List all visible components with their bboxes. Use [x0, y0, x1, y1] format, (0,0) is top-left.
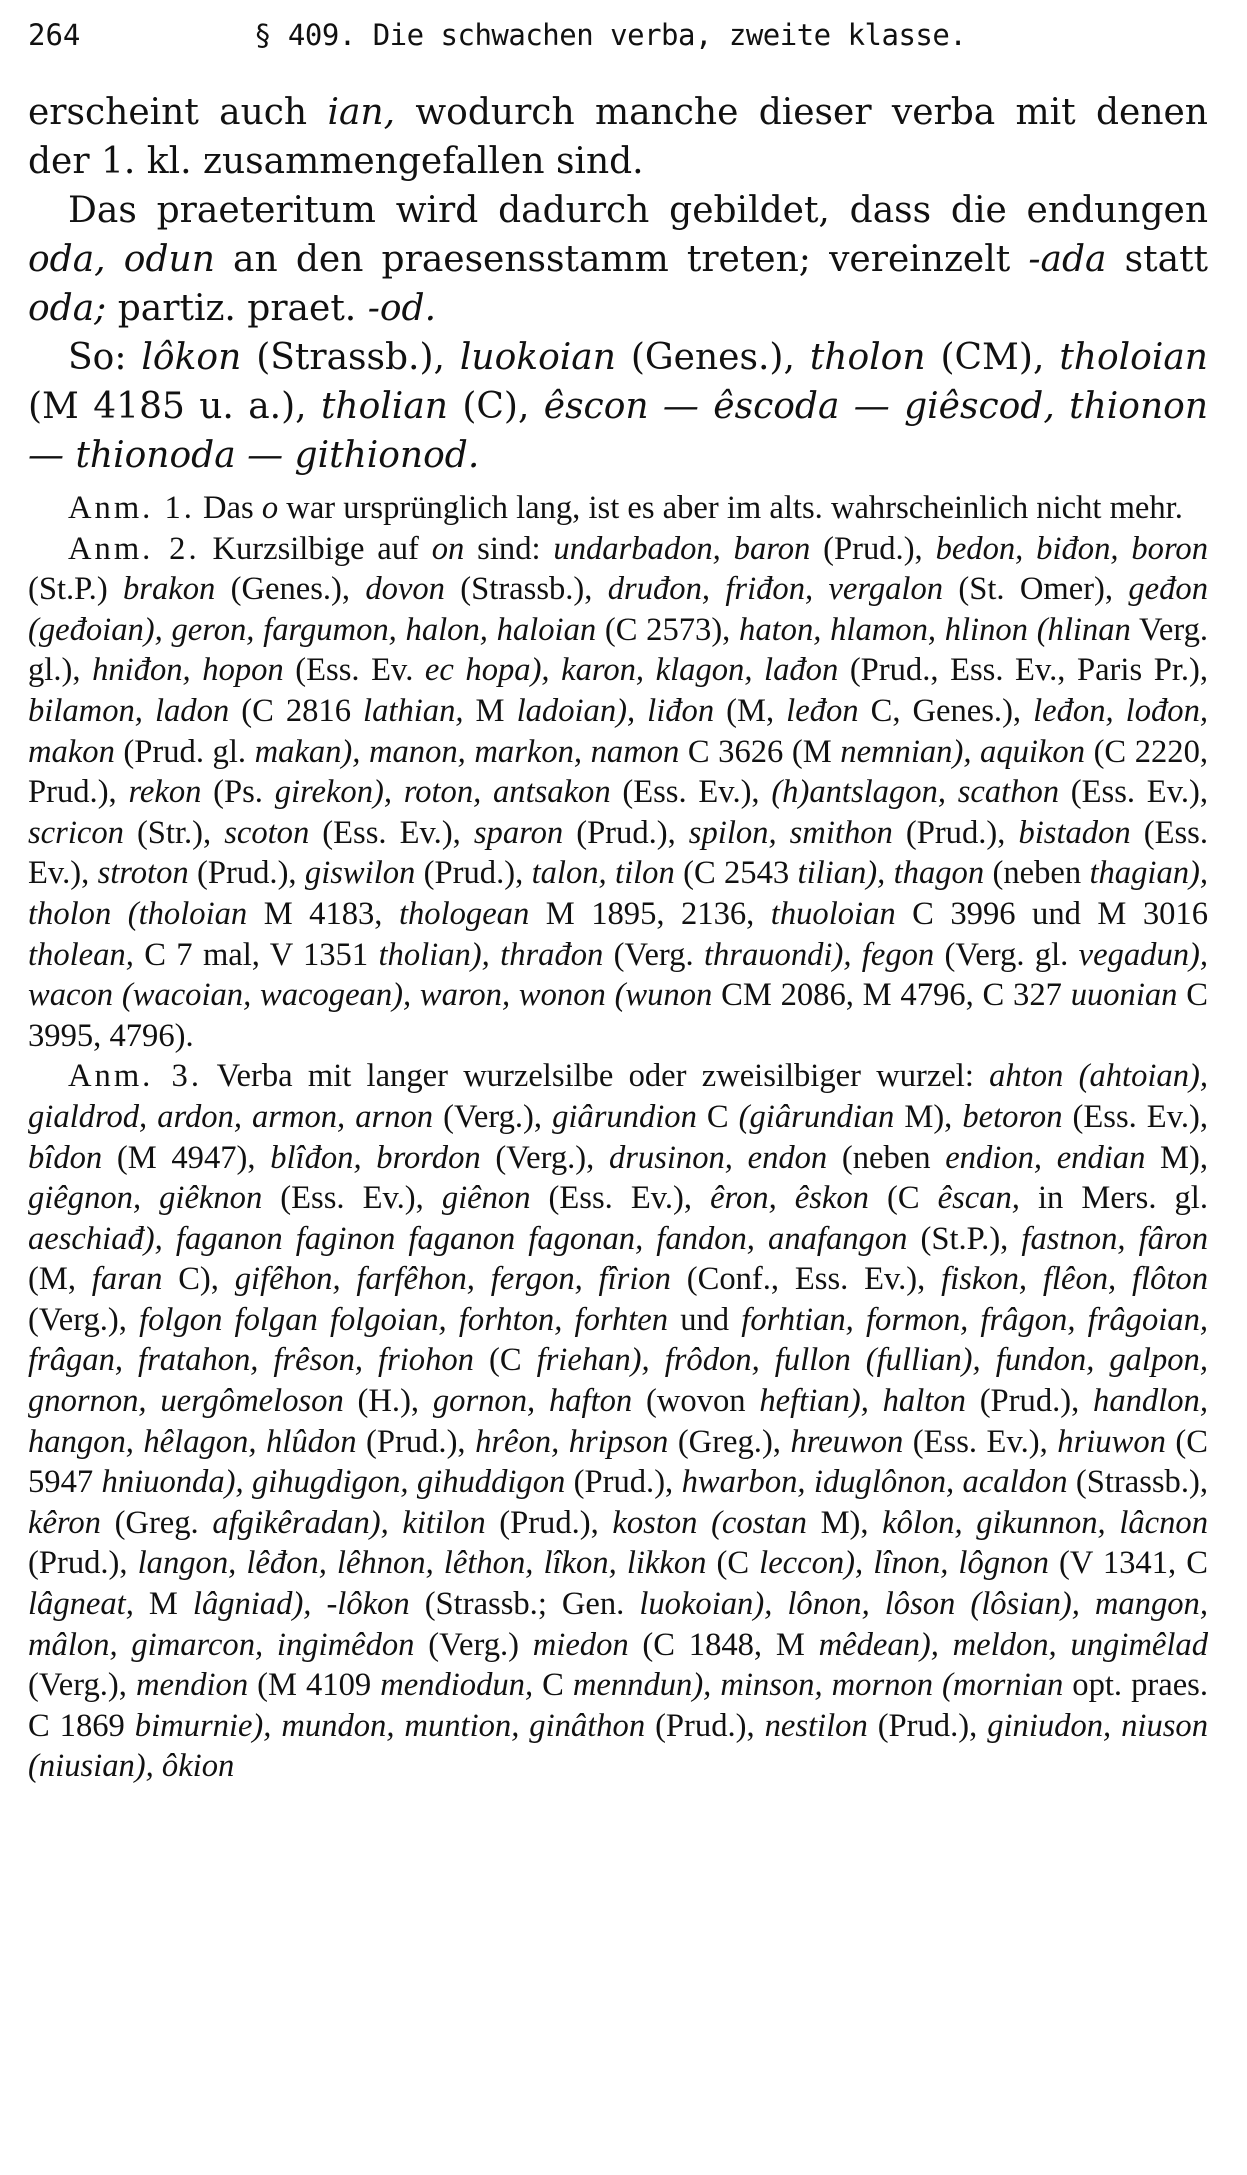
- note-2: Anm. 2. Kurzsilbige auf on sind: undarbadon, baron (Prud.), bedon, biđon, boron (St.P.) brakon (Genes.), dovon (Strassb.), druđon, friđon, vergalon (St. Omer), geđon (geđoian), geron, fargumon, halon, haloian (C 2573), haton, hlamon, hlinon (hlinan Verg. gl.), hniđon, hopon (Ess. Ev. ec hopa), karon, klagon, lađon (Prud., Ess. Ev., Paris Pr.), bilamon, ladon (C 2816 lathian, M ladoian), liđon (M, leđon C, Genes.), leđon, lođon, makon (Prud. gl. makan), manon, markon, namon C 3626 (M nemnian), aquikon (C 2220, Prud.), rekon (Ps. girekon), roton, antsakon (Ess. Ev.), (h)antslagon, scathon (Ess. Ev.), scricon (Str.), scoton (Ess. Ev.), sparon (Prud.), spilon, smithon (Prud.), bistadon (Ess. Ev.), stroton (Prud.), giswilon (Prud.), talon, tilon (C 2543 tilian), thagon (neben thagian), tholon (tholoian M 4183, thologean M 1895, 2136, thuoloian C 3996 und M 3016 tholean, C 7 mal, V 1351 tholian), thrađon (Verg. thrauondi), fegon (Verg. gl. vegadun), wacon (wacoian, wacogean), waron, wonon (wunon CM 2086, M 4796, C 327 uuonian C 3995, 4796).: [28, 530, 1209, 1054]
- paragraph-2: Das praeteritum wird dadurch gebildet, dass die endungen oda, odun an den praesensstamm treten; vereinzelt -ada statt oda; partiz. praet. -od.: [28, 190, 1208, 329]
- page: [28, 18, 1208, 1787]
- note-label: Anm. 1.: [68, 490, 195, 526]
- note-3: Anm. 3. Verba mit langer wurzelsilbe oder zweisilbiger wurzel: ahton (ahtoian), gialdrod, ardon, armon, arnon (Verg.), giârundion C (giârundian M), betoron (Ess. Ev.), bîdon (M 4947), blîđon, brordon (Verg.), drusinon, endon (neben endion, endian M), giêgnon, giêknon (Ess. Ev.), giênon (Ess. Ev.), êron, êskon (C êscan, in Mers. gl. aeschiađ), faganon faginon faganon fagonan, fandon, anafangon (St.P.), fastnon, fâron (M, faran C), gifêhon, farfêhon, fergon, fîrion (Conf., Ess. Ev.), fiskon, flêon, flôton (Verg.), folgon folgan folgoian, forhton, forhten und forhtian, formon, frâgon, frâgoian, frâgan, fratahon, frêson, friohon (C friehan), frôdon, fullon (fullian), fundon, galpon, gnornon, uergômeloson (H.), gornon, hafton (wovon heftian), halton (Prud.), handlon, hangon, hêlagon, hlûdon (Prud.), hrêon, hripson (Greg.), hreuwon (Ess. Ev.), hriuwon (C 5947 hniuonda), gihugdigon, gihuddigon (Prud.), hwarbon, iduglônon, acaldon (Strassb.), kêron (Greg. afgikêradan), kitilon (Prud.), koston (costan M), kôlon, gikunnon, lâcnon (Prud.), langon, lêđon, lêhnon, lêthon, lîkon, likkon (C leccon), lînon, lôgnon (V 1341, C lâgneat, M lâgniad), -lôkon (Strassb.; Gen. luokoian), lônon, lôson (lôsian), mangon, mâlon, gimarcon, ingimêdon (Verg.) miedon (C 1848, M mêdean), meldon, ungimêlad (Verg.), mendion (M 4109 mendiodun, C menndun), minson, mornon (mornian opt. praes. C 1869 bimurnie), mundon, muntion, ginâthon (Prud.), nestilon (Prud.), giniudon, niuson (niusian), ôkion: [28, 1058, 1209, 1785]
- paragraph-1: erscheint auch ian, wodurch manche dieser verba mit denen der 1. kl. zusammengefallen sind.: [28, 92, 1208, 182]
- note-label: Anm. 2.: [68, 530, 200, 567]
- note-1: Anm. 1. Das o war ursprünglich lang, ist es aber im alts. wahrscheinlich nicht mehr.: [68, 490, 1183, 526]
- paragraph-3: So: lôkon (Strassb.), luokoian (Genes.), tholon (CM), tholoian (M 4185 u. a.), tholian (C), êscon — êscoda — giêscod, thionon — thionoda — githionod.: [28, 337, 1209, 476]
- running-header: [28, 18, 1208, 64]
- running-title: § 409. Die schwachen verba, zweite klasse.: [254, 18, 967, 52]
- page-number: 264: [28, 18, 81, 52]
- note-label: Anm. 3.: [68, 1058, 202, 1095]
